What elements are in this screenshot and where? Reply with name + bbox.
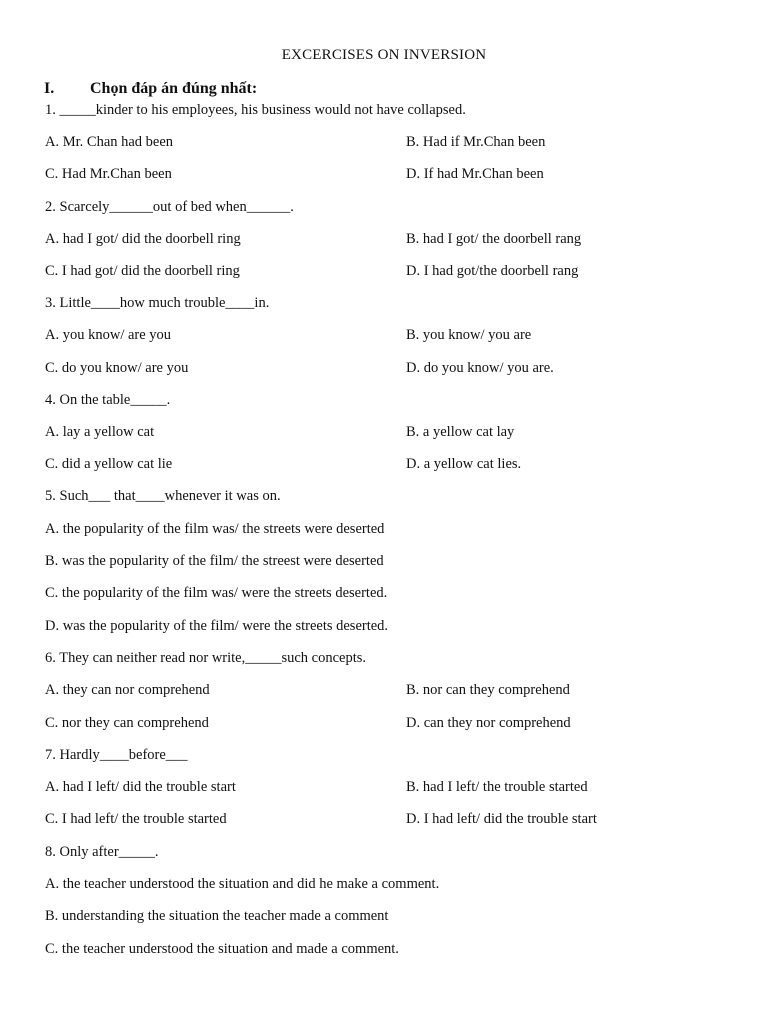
question-4-option-d: D. a yellow cat lies. xyxy=(406,456,522,472)
question-7-option-a: A. had I left/ did the trouble start xyxy=(45,779,236,795)
section-heading xyxy=(44,80,257,98)
question-1-option-d: D. If had Mr.Chan been xyxy=(406,166,544,182)
question-5-option-a: A. the popularity of the film was/ the streets were deserted xyxy=(45,521,385,537)
question-1-stem: 1. _____kinder to his employees, his business would not have collapsed. xyxy=(45,102,466,118)
question-6-option-d: D. can they nor comprehend xyxy=(406,715,571,731)
question-7-option-d: D. I had left/ did the trouble start xyxy=(406,811,597,827)
question-2-stem: 2. Scarcely______out of bed when______. xyxy=(45,199,294,215)
question-8-option-a: A. the teacher understood the situation and did he make a comment. xyxy=(45,876,440,892)
section-heading-text: Chọn đáp án đúng nhất: xyxy=(90,80,258,97)
question-8-option-b: B. understanding the situation the teacher made a comment xyxy=(45,908,389,924)
question-4-option-c: C. did a yellow cat lie xyxy=(45,456,173,472)
question-6-option-b: B. nor can they comprehend xyxy=(406,682,570,698)
question-7-option-b: B. had I left/ the trouble started xyxy=(406,779,588,795)
question-3-option-a: A. you know/ are you xyxy=(45,327,172,343)
question-6-stem: 6. They can neither read nor write,_____such concepts. xyxy=(45,650,367,666)
question-5-option-b: B. was the popularity of the film/ the streest were deserted xyxy=(45,553,384,569)
question-6-option-c: C. nor they can comprehend xyxy=(45,715,209,731)
question-3-stem: 3. Little____how much trouble____in. xyxy=(45,295,270,311)
question-3-option-d: D. do you know/ you are. xyxy=(406,360,554,376)
question-2-option-c: C. I had got/ did the doorbell ring xyxy=(45,263,240,279)
question-5-option-c: C. the popularity of the film was/ were the streets deserted. xyxy=(45,585,388,601)
page-title: EXCERCISES ON INVERSION xyxy=(281,47,487,63)
question-8-stem: 8. Only after_____. xyxy=(45,844,159,860)
question-1-option-a: A. Mr. Chan had been xyxy=(45,134,174,150)
section-number: I. xyxy=(44,80,55,97)
question-5-stem: 5. Such___ that____whenever it was on. xyxy=(45,488,281,504)
question-2-option-b: B. had I got/ the doorbell rang xyxy=(406,231,582,247)
question-1-option-b: B. Had if Mr.Chan been xyxy=(406,134,546,150)
question-7-stem: 7. Hardly____before___ xyxy=(45,747,188,763)
question-1-option-c: C. Had Mr.Chan been xyxy=(45,166,172,182)
question-7-option-c: C. I had left/ the trouble started xyxy=(45,811,227,827)
question-2-option-a: A. had I got/ did the doorbell ring xyxy=(45,231,241,247)
question-4-option-a: A. lay a yellow cat xyxy=(45,424,155,440)
question-3-option-b: B. you know/ you are xyxy=(406,327,532,343)
question-3-option-c: C. do you know/ are you xyxy=(45,360,189,376)
question-2-option-d: D. I had got/the doorbell rang xyxy=(406,263,579,279)
question-4-option-b: B. a yellow cat lay xyxy=(406,424,515,440)
question-6-option-a: A. they can nor comprehend xyxy=(45,682,210,698)
question-5-option-d: D. was the popularity of the film/ were the streets deserted. xyxy=(45,618,389,634)
question-4-stem: 4. On the table_____. xyxy=(45,392,171,408)
question-8-option-c: C. the teacher understood the situation and made a comment. xyxy=(45,941,399,957)
